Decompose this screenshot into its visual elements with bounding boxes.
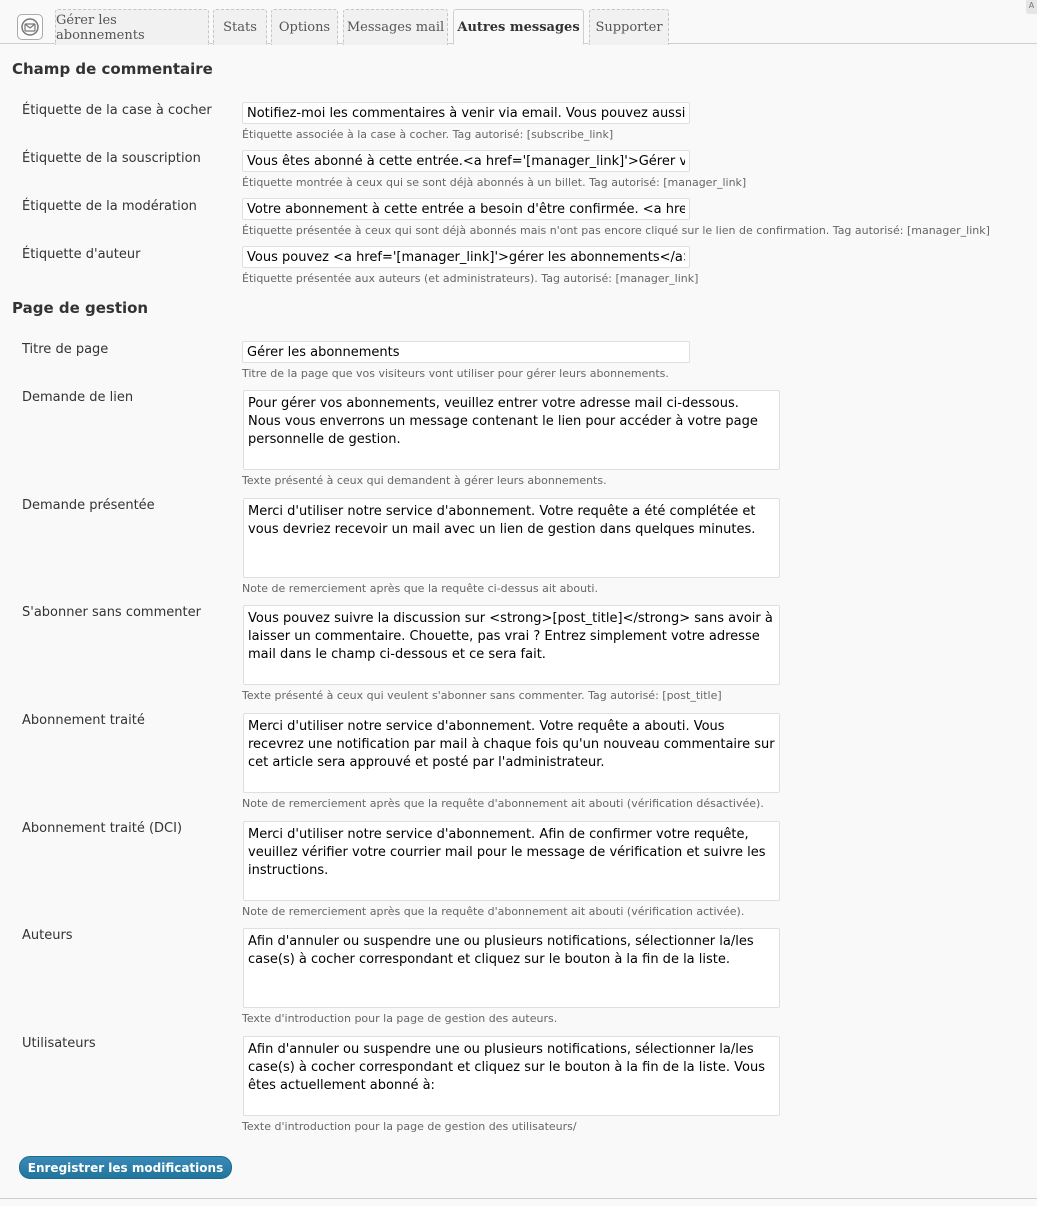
section-title-comment-field: Champ de commentaire [12,60,213,78]
save-changes-button[interactable]: Enregistrer les modifications [19,1156,232,1179]
label-author-label: Étiquette d'auteur [22,247,141,262]
users-desc: Texte d'introduction pour la page de gestion des utilisateurs/ [242,1120,577,1133]
label-link-request: Demande de lien [22,390,134,405]
tab-other-messages[interactable]: Autres messages [453,9,584,45]
screen-options-tab[interactable]: A [1026,0,1037,14]
request-submitted-textarea[interactable] [243,498,780,578]
subscription-processed-desc: Note de remerciement après que la requête d'abonnement ait abouti (vérification désactivée). [242,797,764,810]
plugin-logo-icon [17,14,43,40]
label-subscription-processed-dci: Abonnement traité (DCI) [22,821,183,836]
tab-supporter[interactable]: Supporter [589,9,669,45]
label-request-submitted: Demande présentée [22,498,155,513]
tab-options[interactable]: Options [271,9,338,45]
tab-manage-subscriptions[interactable]: Gérer les abonnements [55,9,209,45]
subscription-processed-dci-textarea[interactable] [243,821,780,901]
checkbox-label-desc: Étiquette associée à la case à cocher. Tag autorisé: [subscribe_link] [242,128,614,141]
tab-mail-messages[interactable]: Messages mail [343,9,448,45]
checkbox-label-input[interactable] [242,102,690,124]
author-label-desc: Étiquette présentée aux auteurs (et administrateurs). Tag autorisé: [manager_link] [242,272,699,285]
label-subscribe-without-commenting: S'abonner sans commenter [22,605,201,620]
footer-divider [0,1198,1037,1199]
label-authors: Auteurs [22,928,73,943]
link-request-desc: Texte présenté à ceux qui demandent à gérer leurs abonnements. [242,474,607,487]
label-subscription-label: Étiquette de la souscription [22,151,201,166]
authors-desc: Texte d'introduction pour la page de gestion des auteurs. [242,1012,558,1025]
subscription-label-input[interactable] [242,150,690,172]
moderation-label-input[interactable] [242,198,690,220]
label-checkbox-label: Étiquette de la case à cocher [22,103,212,118]
subscription-processed-dci-desc: Note de remerciement après que la requête d'abonnement ait abouti (vérification activée). [242,905,745,918]
tab-bar [0,0,1037,44]
label-users: Utilisateurs [22,1036,96,1051]
section-title-management-page: Page de gestion [12,299,149,317]
author-label-input[interactable] [242,246,690,268]
subscribe-without-commenting-textarea[interactable] [243,605,780,685]
page-title-input[interactable] [242,341,690,363]
moderation-label-desc: Étiquette présentée à ceux qui sont déjà abonnés mais n'ont pas encore cliqué sur le lien de confirmation. Tag autorisé: [manager_link] [242,224,990,237]
label-moderation-label: Étiquette de la modération [22,199,197,214]
page-title-desc: Titre de la page que vos visiteurs vont utiliser pour gérer leurs abonnements. [242,367,669,380]
users-textarea[interactable] [243,1036,780,1116]
tab-stats[interactable]: Stats [213,9,267,45]
subscribe-without-commenting-desc: Texte présenté à ceux qui veulent s'abonner sans commenter. Tag autorisé: [post_title] [242,689,722,702]
label-subscription-processed: Abonnement traité [22,713,145,728]
subscription-processed-textarea[interactable] [243,713,780,793]
request-submitted-desc: Note de remerciement après que la requête ci-dessus ait abouti. [242,582,598,595]
link-request-textarea[interactable] [243,390,780,470]
subscription-label-desc: Étiquette montrée à ceux qui se sont déjà abonnés à un billet. Tag autorisé: [manager_link] [242,176,747,189]
label-page-title: Titre de page [22,342,109,357]
authors-textarea[interactable] [243,928,780,1008]
